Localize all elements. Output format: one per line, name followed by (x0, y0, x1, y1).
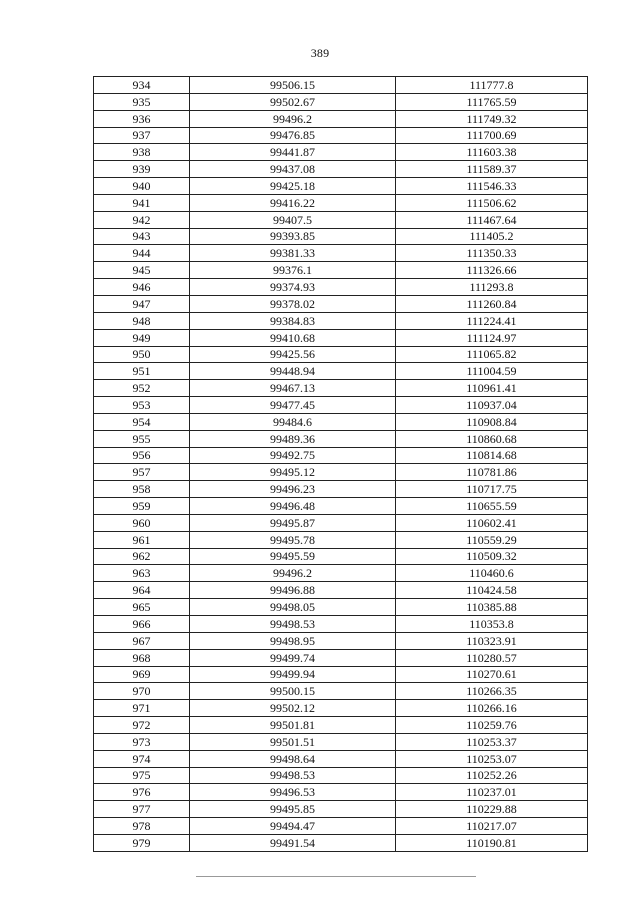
y-coordinate-cell: 111467.64 (396, 211, 588, 228)
x-coordinate-cell: 99498.53 (190, 616, 396, 633)
y-coordinate-cell: 110655.59 (396, 498, 588, 515)
point-number-cell: 946 (94, 279, 190, 296)
table-row (94, 430, 588, 447)
x-coordinate-cell: 99425.18 (190, 178, 396, 195)
table-row (94, 161, 588, 178)
point-number-cell: 945 (94, 262, 190, 279)
point-number-cell: 960 (94, 514, 190, 531)
point-number-cell: 961 (94, 531, 190, 548)
x-coordinate-cell: 99494.47 (190, 818, 396, 835)
table-row (94, 346, 588, 363)
point-number-cell: 965 (94, 599, 190, 616)
table-row (94, 700, 588, 717)
table-row (94, 683, 588, 700)
table-row (94, 93, 588, 110)
table-row (94, 632, 588, 649)
point-number-cell: 951 (94, 363, 190, 380)
point-number-cell: 940 (94, 178, 190, 195)
point-number-cell: 952 (94, 380, 190, 397)
y-coordinate-cell: 110190.81 (396, 834, 588, 851)
y-coordinate-cell: 110937.04 (396, 397, 588, 414)
table-row (94, 178, 588, 195)
point-number-cell: 939 (94, 161, 190, 178)
y-coordinate-cell: 111260.84 (396, 295, 588, 312)
x-coordinate-cell: 99501.51 (190, 733, 396, 750)
page-number: 389 (310, 46, 330, 60)
table-row (94, 295, 588, 312)
point-number-cell: 971 (94, 700, 190, 717)
x-coordinate-cell: 99437.08 (190, 161, 396, 178)
y-coordinate-cell: 111506.62 (396, 194, 588, 211)
table-row (94, 144, 588, 161)
point-number-cell: 973 (94, 733, 190, 750)
point-number-cell: 976 (94, 784, 190, 801)
x-coordinate-cell: 99376.1 (190, 262, 396, 279)
y-coordinate-cell: 110323.91 (396, 632, 588, 649)
table-row (94, 110, 588, 127)
point-number-cell: 941 (94, 194, 190, 211)
x-coordinate-cell: 99495.87 (190, 514, 396, 531)
point-number-cell: 947 (94, 295, 190, 312)
table-row (94, 312, 588, 329)
table-row (94, 565, 588, 582)
y-coordinate-cell: 110266.16 (396, 700, 588, 717)
table-body (94, 77, 588, 852)
point-number-cell: 935 (94, 93, 190, 110)
table-row (94, 228, 588, 245)
x-coordinate-cell: 99416.22 (190, 194, 396, 211)
coordinate-table (93, 76, 588, 852)
table-row (94, 514, 588, 531)
y-coordinate-cell: 111765.59 (396, 93, 588, 110)
y-coordinate-cell: 110252.26 (396, 767, 588, 784)
x-coordinate-cell: 99496.88 (190, 582, 396, 599)
x-coordinate-cell: 99498.05 (190, 599, 396, 616)
table-row (94, 127, 588, 144)
point-number-cell: 953 (94, 397, 190, 414)
y-coordinate-cell: 111065.82 (396, 346, 588, 363)
x-coordinate-cell: 99496.23 (190, 481, 396, 498)
y-coordinate-cell: 111777.8 (396, 77, 588, 94)
table-row (94, 818, 588, 835)
table-row (94, 329, 588, 346)
x-coordinate-cell: 99496.48 (190, 498, 396, 515)
y-coordinate-cell: 110717.75 (396, 481, 588, 498)
y-coordinate-cell: 110860.68 (396, 430, 588, 447)
y-coordinate-cell: 111749.32 (396, 110, 588, 127)
x-coordinate-cell: 99495.12 (190, 464, 396, 481)
y-coordinate-cell: 111224.41 (396, 312, 588, 329)
y-coordinate-cell: 110253.37 (396, 733, 588, 750)
x-coordinate-cell: 99407.5 (190, 211, 396, 228)
table-row (94, 649, 588, 666)
point-number-cell: 969 (94, 666, 190, 683)
y-coordinate-cell: 111700.69 (396, 127, 588, 144)
x-coordinate-cell: 99492.75 (190, 447, 396, 464)
point-number-cell: 974 (94, 750, 190, 767)
y-coordinate-cell: 111546.33 (396, 178, 588, 195)
x-coordinate-cell: 99496.2 (190, 565, 396, 582)
x-coordinate-cell: 99467.13 (190, 380, 396, 397)
table-row (94, 245, 588, 262)
point-number-cell: 948 (94, 312, 190, 329)
point-number-cell: 943 (94, 228, 190, 245)
x-coordinate-cell: 99498.53 (190, 767, 396, 784)
y-coordinate-cell: 111589.37 (396, 161, 588, 178)
table-row (94, 77, 588, 94)
y-coordinate-cell: 110266.35 (396, 683, 588, 700)
table-row (94, 380, 588, 397)
table-row (94, 767, 588, 784)
y-coordinate-cell: 110908.84 (396, 413, 588, 430)
y-coordinate-cell: 110559.29 (396, 531, 588, 548)
bottom-rule (196, 876, 476, 877)
y-coordinate-cell: 110385.88 (396, 599, 588, 616)
y-coordinate-cell: 110280.57 (396, 649, 588, 666)
x-coordinate-cell: 99374.93 (190, 279, 396, 296)
y-coordinate-cell: 111124.97 (396, 329, 588, 346)
point-number-cell: 977 (94, 801, 190, 818)
x-coordinate-cell: 99425.56 (190, 346, 396, 363)
table-row (94, 481, 588, 498)
point-number-cell: 938 (94, 144, 190, 161)
table-row (94, 397, 588, 414)
point-number-cell: 966 (94, 616, 190, 633)
y-coordinate-cell: 111326.66 (396, 262, 588, 279)
table-row (94, 616, 588, 633)
point-number-cell: 959 (94, 498, 190, 515)
y-coordinate-cell: 111004.59 (396, 363, 588, 380)
table-row (94, 750, 588, 767)
x-coordinate-cell: 99393.85 (190, 228, 396, 245)
table-row (94, 717, 588, 734)
y-coordinate-cell: 110217.07 (396, 818, 588, 835)
y-coordinate-cell: 110229.88 (396, 801, 588, 818)
point-number-cell: 963 (94, 565, 190, 582)
table-row (94, 666, 588, 683)
table-row (94, 548, 588, 565)
x-coordinate-cell: 99502.67 (190, 93, 396, 110)
x-coordinate-cell: 99476.85 (190, 127, 396, 144)
table-row (94, 498, 588, 515)
x-coordinate-cell: 99502.12 (190, 700, 396, 717)
table-row (94, 599, 588, 616)
x-coordinate-cell: 99498.95 (190, 632, 396, 649)
x-coordinate-cell: 99378.02 (190, 295, 396, 312)
y-coordinate-cell: 110509.32 (396, 548, 588, 565)
x-coordinate-cell: 99506.15 (190, 77, 396, 94)
y-coordinate-cell: 110602.41 (396, 514, 588, 531)
table-row (94, 447, 588, 464)
x-coordinate-cell: 99496.2 (190, 110, 396, 127)
point-number-cell: 956 (94, 447, 190, 464)
y-coordinate-cell: 110270.61 (396, 666, 588, 683)
point-number-cell: 978 (94, 818, 190, 835)
y-coordinate-cell: 111350.33 (396, 245, 588, 262)
table-row (94, 834, 588, 851)
x-coordinate-cell: 99477.45 (190, 397, 396, 414)
point-number-cell: 979 (94, 834, 190, 851)
y-coordinate-cell: 110424.58 (396, 582, 588, 599)
point-number-cell: 955 (94, 430, 190, 447)
y-coordinate-cell: 110259.76 (396, 717, 588, 734)
x-coordinate-cell: 99496.53 (190, 784, 396, 801)
table-row (94, 582, 588, 599)
y-coordinate-cell: 110961.41 (396, 380, 588, 397)
point-number-cell: 970 (94, 683, 190, 700)
x-coordinate-cell: 99491.54 (190, 834, 396, 851)
x-coordinate-cell: 99448.94 (190, 363, 396, 380)
table-row (94, 363, 588, 380)
x-coordinate-cell: 99384.83 (190, 312, 396, 329)
point-number-cell: 967 (94, 632, 190, 649)
table-row (94, 194, 588, 211)
point-number-cell: 934 (94, 77, 190, 94)
x-coordinate-cell: 99500.15 (190, 683, 396, 700)
y-coordinate-cell: 111405.2 (396, 228, 588, 245)
point-number-cell: 954 (94, 413, 190, 430)
y-coordinate-cell: 110253.07 (396, 750, 588, 767)
point-number-cell: 936 (94, 110, 190, 127)
y-coordinate-cell: 110814.68 (396, 447, 588, 464)
x-coordinate-cell: 99495.59 (190, 548, 396, 565)
x-coordinate-cell: 99499.94 (190, 666, 396, 683)
point-number-cell: 942 (94, 211, 190, 228)
y-coordinate-cell: 110353.8 (396, 616, 588, 633)
table-row (94, 279, 588, 296)
x-coordinate-cell: 99495.85 (190, 801, 396, 818)
y-coordinate-cell: 110781.86 (396, 464, 588, 481)
x-coordinate-cell: 99495.78 (190, 531, 396, 548)
point-number-cell: 972 (94, 717, 190, 734)
point-number-cell: 944 (94, 245, 190, 262)
table-row (94, 531, 588, 548)
point-number-cell: 937 (94, 127, 190, 144)
table-row (94, 733, 588, 750)
x-coordinate-cell: 99489.36 (190, 430, 396, 447)
x-coordinate-cell: 99410.68 (190, 329, 396, 346)
point-number-cell: 968 (94, 649, 190, 666)
point-number-cell: 949 (94, 329, 190, 346)
x-coordinate-cell: 99501.81 (190, 717, 396, 734)
point-number-cell: 964 (94, 582, 190, 599)
table-row (94, 413, 588, 430)
table-row (94, 784, 588, 801)
table-row (94, 211, 588, 228)
y-coordinate-cell: 110460.6 (396, 565, 588, 582)
point-number-cell: 957 (94, 464, 190, 481)
x-coordinate-cell: 99498.64 (190, 750, 396, 767)
x-coordinate-cell: 99381.33 (190, 245, 396, 262)
x-coordinate-cell: 99499.74 (190, 649, 396, 666)
x-coordinate-cell: 99484.6 (190, 413, 396, 430)
y-coordinate-cell: 111293.8 (396, 279, 588, 296)
x-coordinate-cell: 99441.87 (190, 144, 396, 161)
point-number-cell: 950 (94, 346, 190, 363)
table-row (94, 464, 588, 481)
table-row (94, 262, 588, 279)
point-number-cell: 962 (94, 548, 190, 565)
point-number-cell: 958 (94, 481, 190, 498)
table-row (94, 801, 588, 818)
y-coordinate-cell: 110237.01 (396, 784, 588, 801)
point-number-cell: 975 (94, 767, 190, 784)
y-coordinate-cell: 111603.38 (396, 144, 588, 161)
